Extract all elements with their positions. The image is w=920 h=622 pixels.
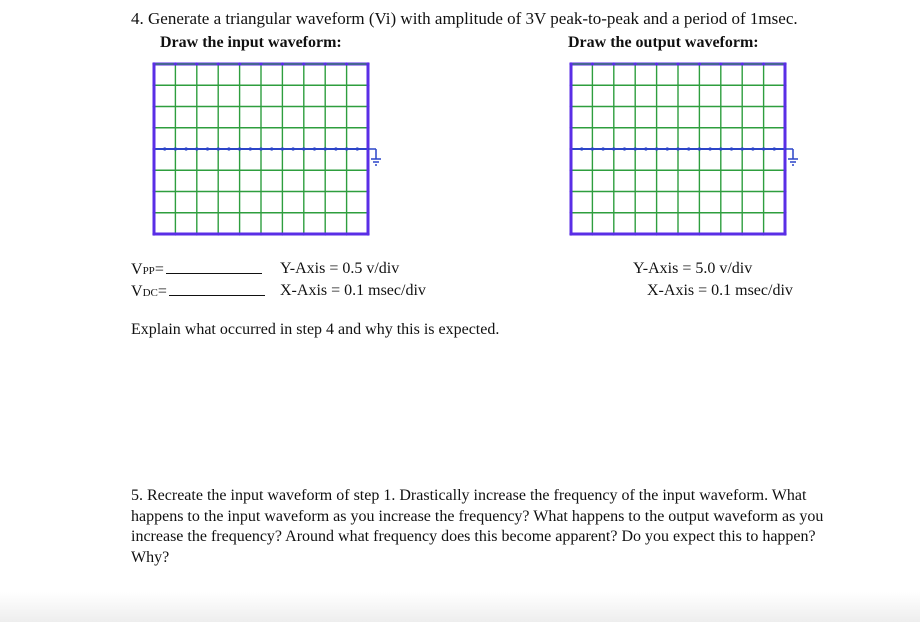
axis-tick-dot <box>751 147 754 150</box>
axis-tick-dot <box>580 147 583 150</box>
q5-text: 5. Recreate the input waveform of step 1. Drastically increase the frequency of the input waveform. What happens to the input waveform as you increase the frequency? What happens to the output waveform as you increase the frequency? Around what frequency does this become apparent? Do you expect this to happen? Why? <box>131 487 824 566</box>
axis-tick-dot <box>602 147 605 150</box>
axis-tick-dot <box>591 147 594 150</box>
axis-tick-dot <box>281 147 284 150</box>
input-scope-grid[interactable] <box>150 58 390 244</box>
frame-dot <box>259 232 262 235</box>
frame-dot <box>152 126 155 129</box>
axis-tick-dot <box>163 147 166 150</box>
axis-tick-dot <box>217 147 220 150</box>
frame-dot <box>676 62 679 65</box>
axis-tick-dot <box>174 147 177 150</box>
frame-dot <box>152 169 155 172</box>
frame-dot <box>152 232 155 235</box>
axis-tick-dot <box>634 147 637 150</box>
frame-dot <box>612 62 615 65</box>
axis-tick-dot <box>249 147 252 150</box>
frame-dot <box>366 84 369 87</box>
axis-tick-dot <box>623 147 626 150</box>
frame-dot <box>783 169 786 172</box>
axis-tick-dot <box>666 147 669 150</box>
frame-dot <box>741 232 744 235</box>
frame-dot <box>152 211 155 214</box>
frame-dot <box>569 84 572 87</box>
axis-tick-dot <box>270 147 273 150</box>
axis-tick-dot <box>185 147 188 150</box>
axis-tick-dot <box>259 147 262 150</box>
vdc-label: V <box>131 283 143 300</box>
frame-dot <box>302 232 305 235</box>
axis-tick-dot <box>773 147 776 150</box>
frame-dot <box>762 62 765 65</box>
frame-dot <box>719 62 722 65</box>
right-y-axis-setting: Y-Axis = 5.0 v/div <box>633 260 753 277</box>
axis-tick-dot <box>356 147 359 150</box>
vpp-equals: = <box>154 261 164 278</box>
frame-dot <box>569 232 572 235</box>
vdc-answer-blank[interactable] <box>169 281 265 296</box>
ground-icon <box>785 149 798 165</box>
axis-tick-dot <box>324 147 327 150</box>
frame-dot <box>719 232 722 235</box>
vdc-row <box>131 281 265 303</box>
frame-dot <box>195 232 198 235</box>
right-x-axis-setting: X-Axis = 0.1 msec/div <box>647 282 793 299</box>
axis-tick-dot <box>741 147 744 150</box>
axis-tick-dot <box>195 147 198 150</box>
frame-dot <box>783 190 786 193</box>
frame-dot <box>366 62 369 65</box>
frame-dot <box>174 62 177 65</box>
frame-dot <box>783 105 786 108</box>
frame-dot <box>366 126 369 129</box>
frame-dot <box>783 211 786 214</box>
frame-dot <box>569 211 572 214</box>
frame-dot <box>302 62 305 65</box>
frame-dot <box>783 126 786 129</box>
input-waveform-label: Draw the input waveform: <box>160 34 342 51</box>
axis-tick-dot <box>644 147 647 150</box>
frame-dot <box>569 105 572 108</box>
frame-dot <box>324 62 327 65</box>
frame-dot <box>259 62 262 65</box>
axis-tick-dot <box>655 147 658 150</box>
axis-tick-dot <box>345 147 348 150</box>
frame-dot <box>152 62 155 65</box>
frame-dot <box>238 232 241 235</box>
frame-dot <box>569 62 572 65</box>
frame-dot <box>591 62 594 65</box>
axis-tick-dot <box>709 147 712 150</box>
axis-tick-dot <box>292 147 295 150</box>
frame-dot <box>676 232 679 235</box>
frame-dot <box>783 62 786 65</box>
axis-tick-dot <box>698 147 701 150</box>
frame-dot <box>698 232 701 235</box>
frame-dot <box>152 105 155 108</box>
axis-tick-dot <box>612 147 615 150</box>
frame-dot <box>569 147 572 150</box>
axis-tick-dot <box>762 147 765 150</box>
frame-dot <box>238 62 241 65</box>
frame-dot <box>366 169 369 172</box>
vdc-label-sub: DC <box>142 287 158 299</box>
output-waveform-label: Draw the output waveform: <box>568 34 759 51</box>
axis-tick-dot <box>227 147 230 150</box>
frame-dot <box>569 126 572 129</box>
vdc-equals: = <box>157 283 167 300</box>
frame-dot <box>281 232 284 235</box>
frame-dot <box>591 232 594 235</box>
frame-dot <box>174 232 177 235</box>
frame-dot <box>634 232 637 235</box>
q4-heading: 4. Generate a triangular waveform (Vi) with amplitude of 3V peak-to-peak and a period of 1msec. <box>131 9 798 28</box>
frame-dot <box>366 232 369 235</box>
left-y-axis-setting: Y-Axis = 0.5 v/div <box>280 260 400 277</box>
axis-tick-dot <box>238 147 241 150</box>
frame-dot <box>698 62 701 65</box>
frame-dot <box>569 169 572 172</box>
frame-dot <box>783 232 786 235</box>
frame-dot <box>152 84 155 87</box>
vpp-answer-blank[interactable] <box>166 259 262 274</box>
frame-dot <box>324 232 327 235</box>
page-bottom-edge <box>0 592 920 622</box>
frame-dot <box>366 211 369 214</box>
frame-dot <box>217 232 220 235</box>
frame-dot <box>655 232 658 235</box>
axis-tick-dot <box>719 147 722 150</box>
vpp-label-sub: PP <box>142 265 155 277</box>
axis-tick-dot <box>302 147 305 150</box>
frame-dot <box>762 232 765 235</box>
frame-dot <box>345 232 348 235</box>
axis-tick-dot <box>206 147 209 150</box>
frame-dot <box>783 84 786 87</box>
axis-tick-dot <box>730 147 733 150</box>
frame-dot <box>152 147 155 150</box>
axis-tick-dot <box>676 147 679 150</box>
vpp-row <box>131 259 262 281</box>
frame-dot <box>217 62 220 65</box>
frame-dot <box>281 62 284 65</box>
output-scope-grid[interactable] <box>567 58 807 244</box>
axis-tick-dot <box>687 147 690 150</box>
frame-dot <box>741 62 744 65</box>
frame-dot <box>634 62 637 65</box>
frame-dot <box>152 190 155 193</box>
frame-dot <box>655 62 658 65</box>
frame-dot <box>195 62 198 65</box>
frame-dot <box>366 190 369 193</box>
ground-icon <box>368 149 381 165</box>
left-x-axis-setting: X-Axis = 0.1 msec/div <box>280 282 426 299</box>
frame-dot <box>345 62 348 65</box>
vpp-label: V <box>131 261 143 278</box>
explain-prompt: Explain what occurred in step 4 and why this is expected. <box>131 321 500 338</box>
axis-tick-dot <box>334 147 337 150</box>
frame-dot <box>569 190 572 193</box>
frame-dot <box>612 232 615 235</box>
frame-dot <box>366 105 369 108</box>
axis-tick-dot <box>313 147 316 150</box>
